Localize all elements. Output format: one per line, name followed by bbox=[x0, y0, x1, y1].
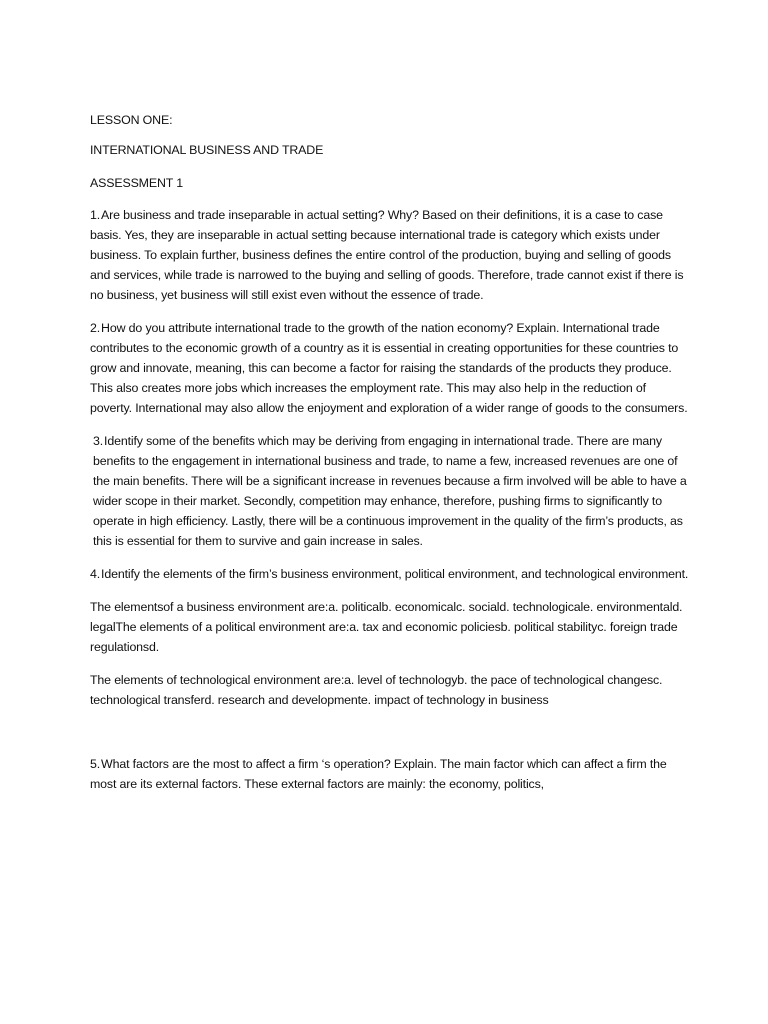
paragraph-question-2 bbox=[90, 318, 690, 418]
paragraph-question-3 bbox=[90, 431, 690, 551]
paragraph-text: The elementsof a business environment are:a. politicalb. economicalc. sociald. technologicale. environmentald. legalThe elements of a political environment are:a. tax and economic policiesb. political stabilityc. foreign trade regulationsd. bbox=[90, 600, 683, 654]
question-number: 4. bbox=[90, 567, 101, 581]
document-title: INTERNATIONAL BUSINESS AND TRADE bbox=[90, 143, 324, 157]
lesson-label: LESSON ONE: bbox=[90, 113, 173, 127]
question-number: 1. bbox=[90, 208, 101, 222]
paragraph-text: How do you attribute international trade to the growth of the nation economy? Explain. International trade contributes to the economic growth of a country as it is essential in creating opportunities for these countries to grow and innovate, meaning, this can become a factor for raising the standards of the products they produce. This also creates more jobs which increases the employment rate. This may also help in the reduction of poverty. International may also allow the enjoyment and exploration of a wider range of goods to the consumers. bbox=[90, 321, 688, 415]
paragraph-technological-elements bbox=[90, 670, 690, 710]
paragraph-business-elements bbox=[90, 597, 690, 657]
paragraph-question-5 bbox=[90, 754, 690, 794]
paragraph-text: Identify some of the benefits which may be deriving from engaging in international trade. There are many benefits to the engagement in international business and trade, to name a few, increased revenues are one of the main benefits. There will be a significant increase in revenues because a firm involved will be able to have a wider scope in their market. Secondly, competition may enhance, therefore, pushing firms to significantly to operate in high efficiency. Lastly, there will be a continuous improvement in the quality of the firm’s products, as this is essential for them to survive and gain increase in sales. bbox=[93, 434, 687, 548]
paragraph-text: Are business and trade inseparable in actual setting? Why? Based on their definitions, it is a case to case basis. Yes, they are inseparable in actual setting because international trade is category which exists under business. To explain further, business defines the entire control of the production, buying and selling of goods and services, while trade is narrowed to the buying and selling of goods. Therefore, trade cannot exist if there is no business, yet business will still exist even without the essence of trade. bbox=[90, 208, 684, 302]
paragraph-question-1 bbox=[90, 205, 690, 305]
document-page bbox=[90, 110, 690, 807]
paragraph-text: The elements of technological environment are:a. level of technologyb. the pace of technological changesc. technological transferd. research and developmente. impact of technology in business bbox=[90, 673, 663, 707]
question-number: 5. bbox=[90, 757, 101, 771]
paragraph-text: Identify the elements of the firm’s business environment, political environment, and technological environment. bbox=[101, 567, 689, 581]
question-number: 2. bbox=[90, 321, 101, 335]
paragraph-text: What factors are the most to affect a firm ‘s operation? Explain. The main factor which can affect a firm the most are its external factors. These external factors are mainly: the economy, politics, bbox=[90, 757, 667, 791]
assessment-label: ASSESSMENT 1 bbox=[90, 176, 183, 190]
question-number: 3. bbox=[93, 434, 104, 448]
paragraph-question-4 bbox=[90, 564, 690, 584]
